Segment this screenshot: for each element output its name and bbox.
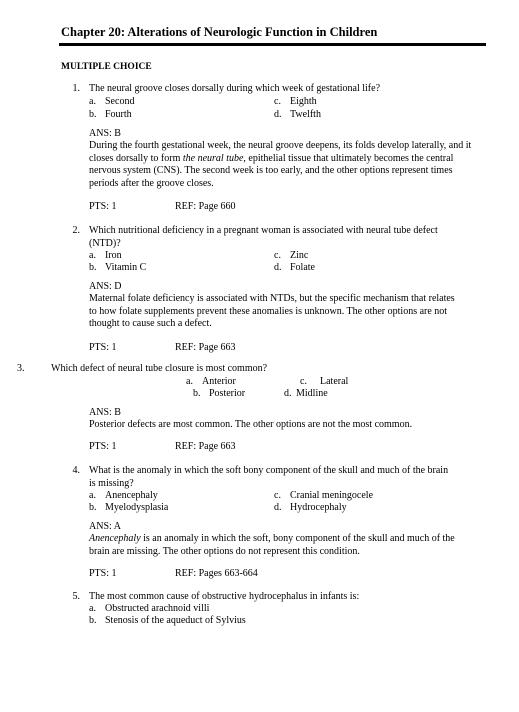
title-rule: [59, 43, 486, 46]
reference: REF: Page 660: [175, 201, 236, 212]
question-number: 3.: [17, 363, 25, 374]
question-stem: What is the anomaly in which the soft bony component of the skull and much of the brain is missing?: [89, 465, 449, 489]
option-d: d. Folate: [274, 262, 315, 273]
option-d: d. Hydrocephaly: [274, 502, 347, 513]
option-c: c. Cranial meningocele: [274, 490, 374, 501]
answer-key: ANS: B: [89, 407, 121, 418]
option-b: b. Stenosis of the aqueduct of Sylvius: [89, 615, 246, 626]
option-c: c. Zinc: [274, 250, 309, 261]
question-stem: Which defect of neural tube closure is most common?: [51, 363, 268, 374]
option-b: b. Myelodysplasia: [89, 502, 169, 513]
question-number: 4.: [72, 465, 80, 476]
question-number: 2.: [72, 225, 80, 236]
points: PTS: 1: [89, 441, 117, 452]
points: PTS: 1: [89, 342, 117, 353]
reference: REF: Pages 663-664: [175, 568, 258, 579]
question-number: 1.: [72, 83, 80, 94]
question-stem: The neural groove closes dorsally during which week of gestational life?: [89, 83, 381, 94]
option-a: a. Anencephaly: [89, 490, 158, 501]
rationale: Maternal folate deficiency is associated with NTDs, but the specific mechanism that relates to how folate supplements prevent these anomalies is unknown. The other options are not thought to cause such a defect.: [89, 293, 455, 329]
option-c: c. Lateral: [300, 376, 349, 387]
reference: REF: Page 663: [175, 342, 236, 353]
rationale: During the fourth gestational week, the neural groove deepens, its folds develop laterally, and it closes dorsally to form the neural tube, epithelial tissue that ultimately becomes the central nervous system (CNS). The second week is too early, and the other options represent times periods after the groove closes.: [89, 140, 472, 189]
rationale: Posterior defects are most common. The other options are not the most common.: [89, 419, 413, 430]
option-b: b. Vitamin C: [89, 262, 147, 273]
option-a: a. Anterior: [186, 376, 236, 387]
rationale: Anencephaly is an anomaly in which the soft, bony component of the skull and much of the brain are missing. The other options do not represent this condition.: [89, 533, 455, 557]
option-d: d. Midline: [284, 388, 328, 399]
section-heading: MULTIPLE CHOICE: [61, 62, 152, 72]
option-b: b. Fourth: [89, 109, 132, 120]
option-b: b. Posterior: [193, 388, 246, 399]
points: PTS: 1: [89, 201, 117, 212]
option-a: a. Obstructed arachnoid villi: [89, 603, 210, 614]
option-a: a. Iron: [89, 250, 122, 261]
points: PTS: 1: [89, 568, 117, 579]
chapter-title: Chapter 20: Alterations of Neurologic Function in Children: [61, 25, 378, 39]
option-a: a. Second: [89, 96, 135, 107]
question-number: 5.: [72, 591, 80, 602]
answer-key: ANS: B: [89, 128, 121, 139]
question-stem: Which nutritional deficiency in a pregnant woman is associated with neural tube defect (NTD)?: [89, 225, 438, 249]
option-d: d. Twelfth: [274, 109, 321, 120]
answer-key: ANS: A: [89, 521, 121, 532]
answer-key: ANS: D: [89, 281, 122, 292]
option-c: c. Eighth: [274, 96, 317, 107]
reference: REF: Page 663: [175, 441, 236, 452]
question-stem: The most common cause of obstructive hydrocephalus in infants is:: [89, 591, 360, 602]
